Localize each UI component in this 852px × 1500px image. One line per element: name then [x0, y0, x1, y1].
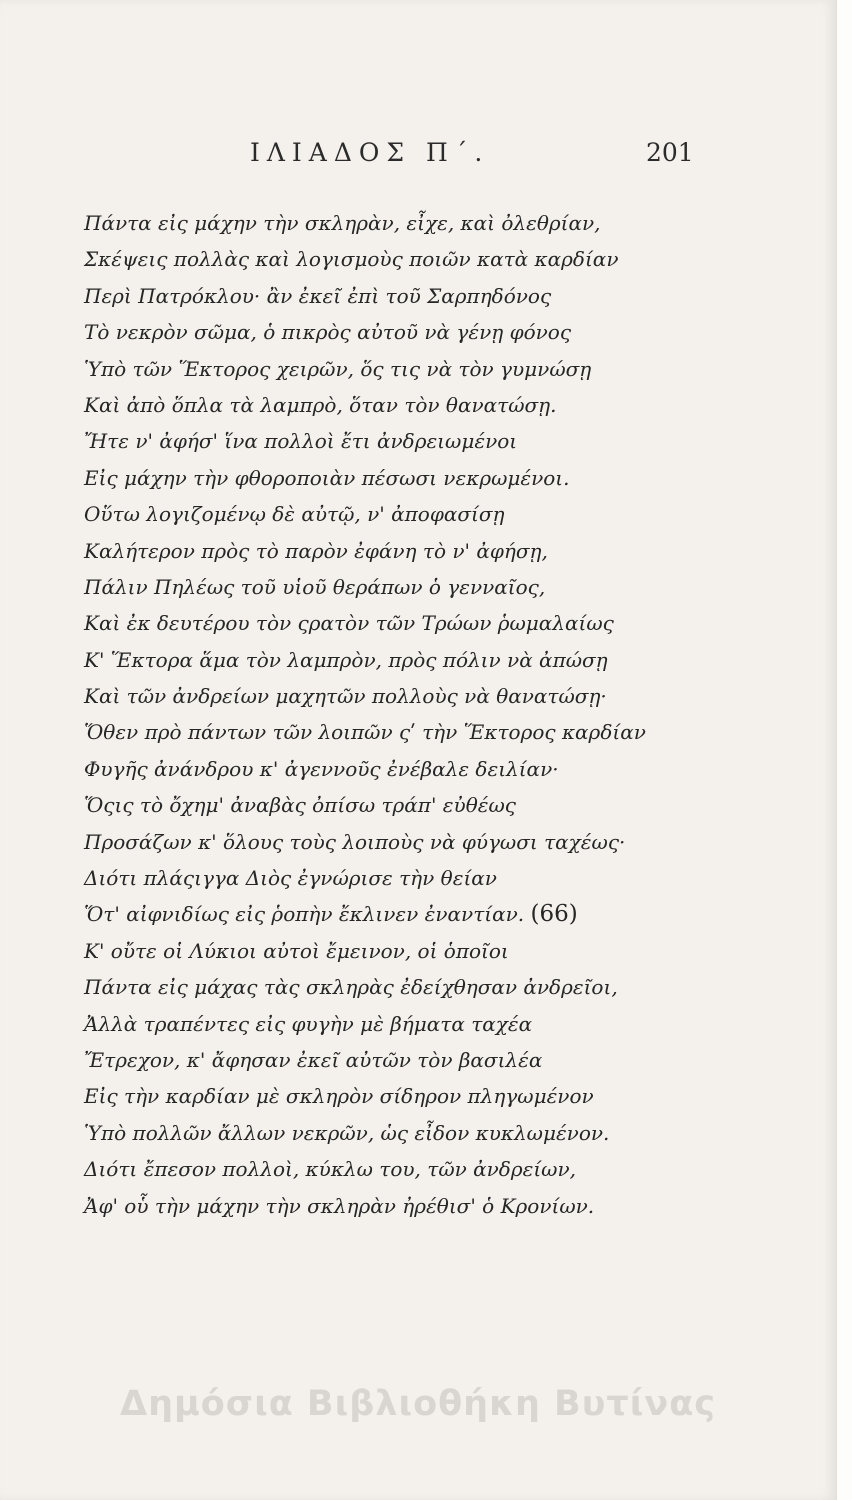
verse-line: [84, 1078, 684, 1114]
running-head: [0, 138, 836, 178]
verse-text: Πάλιν Πηλέως τοῦ υἱοῦ θεράπων ὁ γενναῖος,: [84, 574, 546, 599]
verse-text: Περὶ Πατρόκλου· ἂν ἐκεῖ ἐπὶ τοῦ Σαρπηδόνος: [84, 283, 552, 308]
verse-line: [84, 351, 684, 387]
verse-line: [84, 896, 684, 932]
note-reference: (66): [530, 901, 578, 928]
verse-text: Κ' οὔτε οἱ Λύκιοι αὐτοὶ ἔμεινον, οἱ ὁποῖοι: [84, 938, 509, 963]
verse-text: Ἔτρεχον, κ' ἄφησαν ἐκεῖ αὐτῶν τὸν βασιλέα: [84, 1047, 543, 1072]
verse-line: [84, 569, 684, 605]
verse-text: Πάντα εἰς μάχας τὰς σκληρὰς ἐδείχθησαν ἀνδρεῖοι,: [84, 975, 618, 1000]
verse-text: Εἰς μάχην τὴν φθοροποιὰν πέσωσι νεκρωμένοι.: [84, 465, 570, 490]
verse-line: [84, 314, 684, 350]
verse-text: Καὶ ἐκ δευτέρου τὸν ςρατὸν τῶν Τρώων ῥωμαλαίως: [84, 611, 614, 636]
verse-text: Ἤτε ν' ἀφήσ' ἵνα πολλοὶ ἔτι ἀνδρειωμένοι: [84, 429, 518, 454]
library-watermark: Δημόσια Βιβλιοθήκη Βυτίνας: [120, 1384, 716, 1424]
verse-line: [84, 678, 684, 714]
verse-line: [84, 1006, 684, 1042]
verse-line: [84, 824, 684, 860]
verse-text: Ὑπὸ πολλῶν ἄλλων νεκρῶν, ὡς εἶδον κυκλωμένον.: [84, 1120, 610, 1145]
verse-line: [84, 387, 684, 423]
verse-line: [84, 278, 684, 314]
verse-line: [84, 787, 684, 823]
verse-line: [84, 714, 684, 750]
verse-line: [84, 1151, 684, 1187]
verse-line: [84, 460, 684, 496]
verse-text: Ἀφ' οὗ τὴν μάχην τὴν σκληρὰν ἠρέθισ' ὁ Κρονίων.: [84, 1193, 595, 1218]
verse-text: Προσάζων κ' ὅλους τοὺς λοιποὺς νὰ φύγωσι ταχέως·: [84, 829, 626, 854]
verse-line: [84, 1115, 684, 1151]
verse-text: Ὅθεν πρὸ πάντων τῶν λοιπῶν ςʹ τὴν Ἕκτορος καρδίαν: [84, 720, 646, 745]
verse-text: Ὅτ' αἰφνιδίως εἰς ῥοπὴν ἔκλινεν ἐναντίαν.: [84, 902, 525, 927]
verse-text: Καλήτερον πρὸς τὸ παρὸν ἐφάνη τὸ ν' ἀφήσῃ,: [84, 538, 548, 563]
verse-line: [84, 751, 684, 787]
verse-text: Εἰς τὴν καρδίαν μὲ σκληρὸν σίδηρον πληγωμένον: [84, 1084, 594, 1109]
verse-line: [84, 241, 684, 277]
verse-text: Καὶ ἀπὸ ὅπλα τὰ λαμπρὸ, ὅταν τὸν θανατώσῃ.: [84, 392, 557, 417]
verse-text: Τὸ νεκρὸν σῶμα, ὁ πικρὸς αὐτοῦ νὰ γένῃ φόνος: [84, 320, 572, 345]
verse-line: [84, 860, 684, 896]
verse-line: [84, 605, 684, 641]
page-number: 201: [646, 138, 694, 167]
verse-line: [84, 423, 684, 459]
verse-text: Κ' Ἕκτορα ἅμα τὸν λαμπρὸν, πρὸς πόλιν νὰ ἀπώσῃ: [84, 647, 608, 672]
verse-text: Πάντα εἰς μάχην τὴν σκληρὰν, εἶχε, καὶ ὀλεθρίαν,: [84, 211, 601, 235]
verse-line: [84, 1042, 684, 1078]
page-edge: [836, 0, 852, 1500]
verse-line: [84, 1188, 684, 1224]
verse-line: [84, 496, 684, 532]
verse-text: Ὅςις τὸ ὄχημ' ἀναβὰς ὀπίσω τράπ' εὐθέως: [84, 793, 516, 818]
verse-line: [84, 205, 684, 241]
verse-block: [84, 205, 684, 1224]
verse-text: Σκέψεις πολλὰς καὶ λογισμοὺς ποιῶν κατὰ καρδίαν: [84, 247, 619, 272]
verse-text: Ἀλλὰ τραπέντες εἰς φυγὴν μὲ βήματα ταχέα: [84, 1011, 533, 1036]
verse-line: [84, 969, 684, 1005]
verse-line: [84, 533, 684, 569]
verse-text: Οὕτω λογιζομένῳ δὲ αὐτῷ, ν' ἀποφασίσῃ: [84, 502, 505, 527]
verse-text: Καὶ τῶν ἀνδρείων μαχητῶν πολλοὺς νὰ θανατώσῃ·: [84, 684, 607, 709]
verse-text: Διότι πλάςιγγα Διὸς ἐγνώρισε τὴν θείαν: [84, 866, 497, 891]
verse-text: Διότι ἔπεσον πολλοὶ, κύκλω του, τῶν ἀνδρείων,: [84, 1157, 577, 1182]
verse-text: Ὑπὸ τῶν Ἕκτορος χειρῶν, ὅς τις νὰ τὸν γυμνώσῃ: [84, 356, 592, 381]
verse-line: [84, 933, 684, 969]
running-title: ΙΛΙΑΔΟΣ Π΄.: [250, 138, 490, 167]
verse-line: [84, 642, 684, 678]
verse-text: Φυγῆς ἀνάνδρου κ' ἀγεννοῦς ἐνέβαλε δειλίαν·: [84, 756, 559, 781]
